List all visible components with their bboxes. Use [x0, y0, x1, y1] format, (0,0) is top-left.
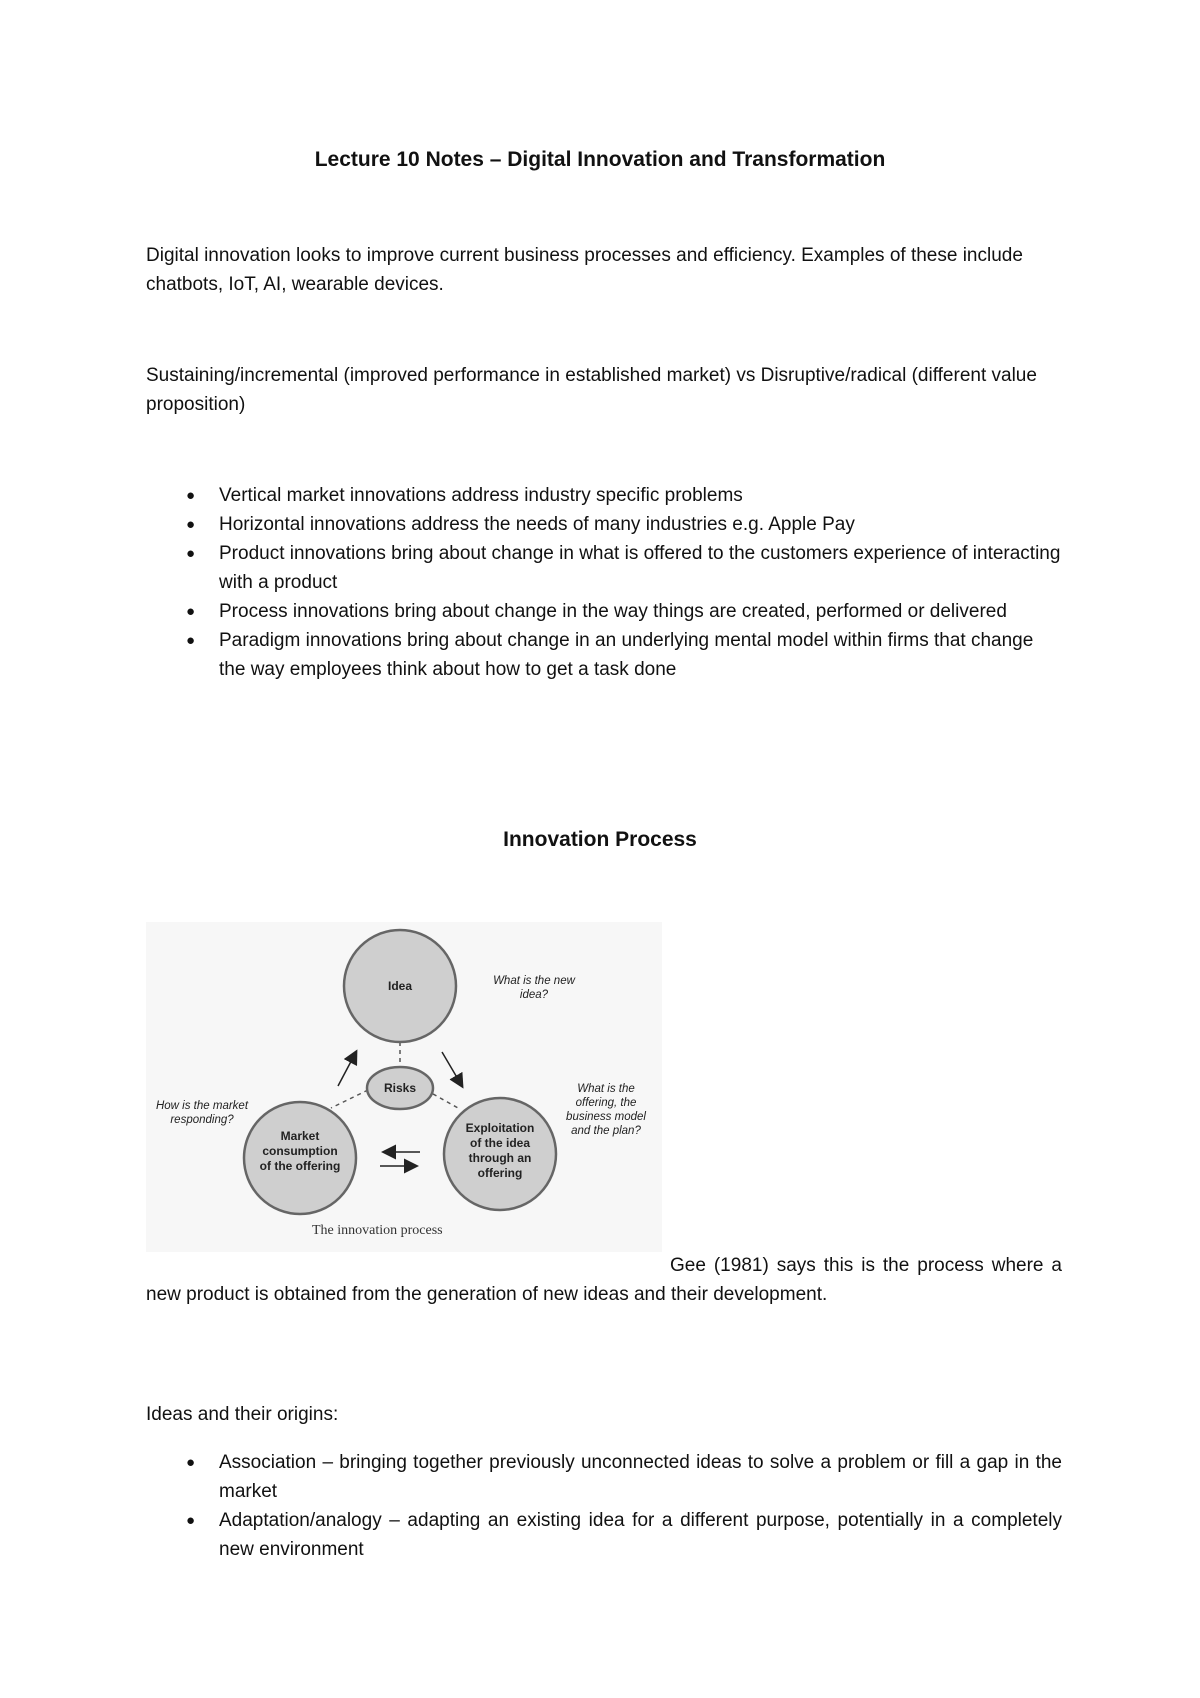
question-idea-1: What is the new — [493, 975, 575, 987]
arrow-idea-to-exploit — [442, 1052, 462, 1086]
exploit-label-4: offering — [477, 1166, 523, 1180]
gee-paragraph: Gee (1981) says this is the process where a new product is obtained from the generation of new ideas and their development. — [146, 1255, 1062, 1305]
question-market-2: responding? — [170, 1114, 234, 1126]
innovation-process-diagram — [146, 922, 662, 1252]
market-label-2: consumption — [262, 1144, 338, 1158]
risks-label: Risks — [383, 1081, 417, 1095]
exploit-label-1: Exploitation — [465, 1121, 535, 1135]
arrow-market-to-idea — [338, 1052, 356, 1086]
list-item: ● Paradigm innovations bring about change in an underlying mental model within firms that change the way employees think about how to get a task done — [146, 626, 1062, 684]
market-circle — [244, 1102, 356, 1214]
bullet-icon: ● — [186, 545, 196, 562]
question-idea-2: idea? — [519, 989, 549, 1001]
list-item: ● Horizontal innovations address the needs of many industries e.g. Apple Pay — [146, 510, 1062, 539]
market-label-3: of the offering — [259, 1159, 341, 1173]
list-item: ● Process innovations bring about change in the way things are created, performed or delivered — [146, 597, 1062, 626]
figure-caption: The innovation process — [312, 1223, 443, 1238]
idea-origins-list — [146, 1448, 1062, 1564]
idea-label: Idea — [387, 979, 413, 993]
question-offer-4: and the plan? — [571, 1125, 641, 1137]
innovation-process-figure — [146, 922, 662, 1252]
question-offer-2: offering, the — [575, 1097, 637, 1109]
exploit-label-2: of the idea — [469, 1136, 531, 1150]
innovation-types-list — [146, 481, 1062, 684]
list-item: ● Adaptation/analogy – adapting an existing idea for a different purpose, potentially in a completely new environment — [146, 1506, 1062, 1564]
ideas-heading: Ideas and their origins: — [146, 1404, 339, 1425]
question-offer-1: What is the — [577, 1083, 635, 1095]
question-offer-3: business model — [566, 1111, 646, 1123]
page-title: Lecture 10 Notes – Digital Innovation and Transformation — [314, 148, 886, 171]
section-heading: Innovation Process — [503, 828, 697, 851]
list-item: ● Vertical market innovations address industry specific problems — [146, 481, 1062, 510]
exploit-label-3: through an — [468, 1151, 532, 1165]
bullet-icon: ● — [186, 516, 196, 533]
bullet-icon: ● — [186, 632, 196, 649]
list-item: ● Product innovations bring about change in what is offered to the customers experience of interacting with a product — [146, 539, 1062, 597]
bullet-icon: ● — [186, 1512, 196, 1529]
sustaining-paragraph: Sustaining/incremental (improved performance in established market) vs Disruptive/radical (different value proposition) — [146, 365, 1037, 415]
connector-risks-market — [331, 1090, 368, 1108]
question-market-1: How is the market — [155, 1100, 249, 1112]
list-item: ● Association – bringing together previously unconnected ideas to solve a problem or fill a gap in the market — [146, 1448, 1062, 1506]
market-label-1: Market — [280, 1129, 320, 1143]
bullet-icon: ● — [186, 487, 196, 504]
bullet-icon: ● — [186, 603, 196, 620]
intro-paragraph: Digital innovation looks to improve current business processes and efficiency. Examples of these include chatbots, IoT, AI, wearable devices. — [146, 245, 1023, 295]
bullet-icon: ● — [186, 1454, 196, 1471]
